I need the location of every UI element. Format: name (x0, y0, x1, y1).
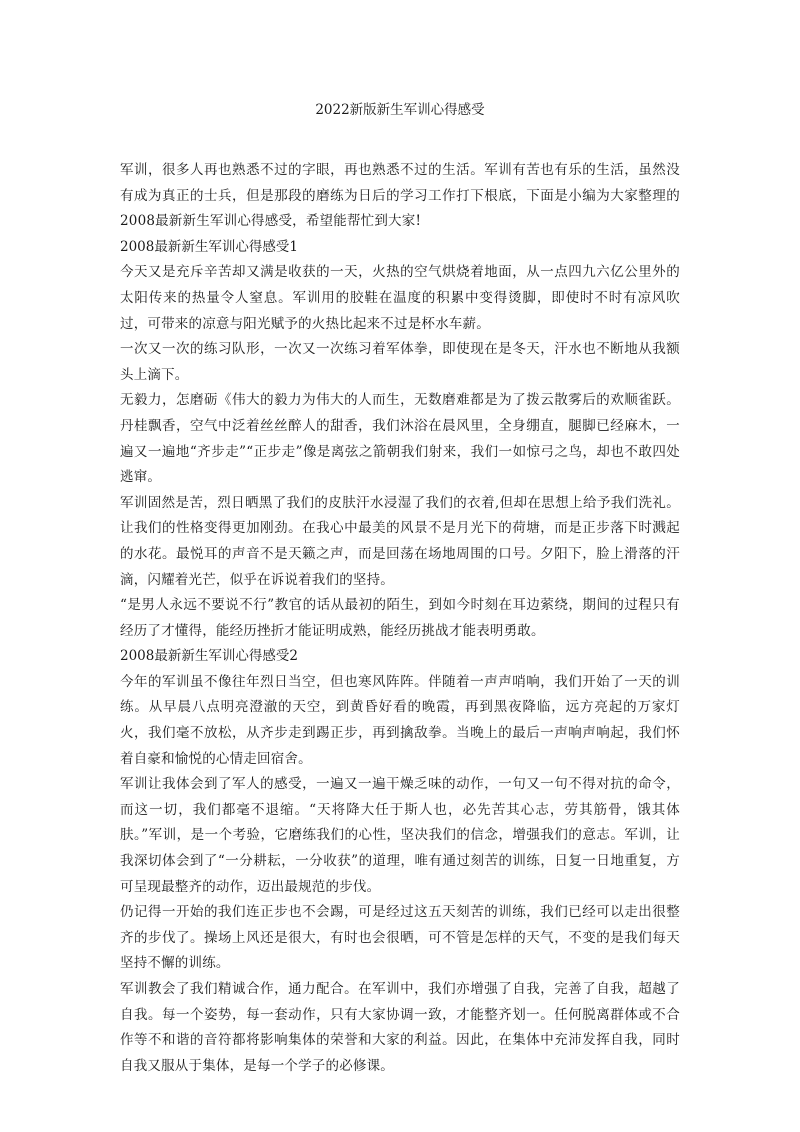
body-paragraph: 军训教会了我们精诚合作，通力配合。在军训中，我们亦增强了自我，完善了自我，超越了自我。每一个姿势，每一套动作，只有大家协调一致，才能整齐划一。任何脱离群体或不合作等不和谐的音符都将影响集体的荣誉和大家的利益。因此，在集体中充沛发挥自我，同时自我又服从于集体，是每一个学子的必修课。 (120, 981, 680, 1074)
body-paragraph: 军训固然是苦，烈日晒黑了我们的皮肤汗水浸湿了我们的衣着,但却在思想上给予我们洗礼。让我们的性格变得更加刚劲。在我心中最美的风景不是月光下的荷塘，而是正步落下时溅起的水花。最悦耳的声音不是天籁之声，而是回荡在场地周围的口号。夕阳下，脸上滑落的汗滴，闪耀着光芒，似乎在诉说着我们的坚持。 (120, 494, 680, 588)
intro-paragraph: 军训，很多人再也熟悉不过的字眼，再也熟悉不过的生活。军训有苦也有乐的生活，虽然没有成为真正的士兵，但是那段的磨练为日后的学习工作打下根底，下面是小编为大家整理的2008最新新生军训心得感受，希望能帮忙到大家! (120, 162, 680, 230)
document-title: 2022新版新生军训心得感受 (315, 102, 485, 118)
body-paragraph: 无毅力，怎磨砺《伟大的毅力为伟大的人而生，无数磨难都是为了拨云散雾后的欢顺雀跃。丹桂飘香，空气中泛着丝丝醉人的甜香，我们沐浴在晨风里，全身绷直，腿脚已经麻木，一遍又一遍地“齐步走”“正步走”像是离弦之箭朝我们射来，我们一如惊弓之鸟，却也不敢四处逃窜。 (120, 392, 680, 486)
body-paragraph: 军训让我体会到了军人的感受，一遍又一遍干燥乏味的动作，一句又一句不得对抗的命令，而这一切，我们都毫不退缩。“天将降大任于斯人也，必先苦其心志，劳其筋骨，饿其体肤。”军训，是一个考验，它磨练我们的心性，坚决我们的信念，增强我们的意志。军训，让我深切体会到了“一分耕耘，一分收获”的道理，唯有通过刻苦的训练，日复一日地重复，方可呈现最整齐的动作，迈出最规范的步伐。 (120, 776, 680, 895)
body-paragraph: 一次又一次的练习队形，一次又一次练习着军体拳，即使现在是冬天，汗水也不断地从我额头上滴下。 (120, 341, 680, 383)
document-body (120, 158, 680, 1079)
section-heading-1: 2008最新新生军训心得感受1 (120, 238, 298, 255)
body-paragraph: “是男人永远不要说不行”教官的话从最初的陌生，到如今时刻在耳边萦绕，期间的过程只有经历了才懂得，能经历挫折才能证明成熟，能经历挑战才能表明勇敢。 (120, 597, 680, 639)
body-paragraph: 仍记得一开始的我们连正步也不会踢，可是经过这五天刻苦的训练，我们已经可以走出很整齐的步伐了。操场上风还是很大，有时也会很晒，可不管是怎样的天气，不变的是我们每天坚持不懈的训练。 (120, 904, 680, 972)
body-paragraph: 今年的军训虽不像往年烈日当空，但也寒风阵阵。伴随着一声声哨响，我们开始了一天的训练。从早晨八点明亮澄澈的天空，到黄昏好看的晚霞，再到黑夜降临，远方亮起的万家灯火，我们毫不放松，从齐步走到踢正步，再到擒敌拳。当晚上的最后一声响声响起，我们怀着自豪和愉悦的心情走回宿舍。 (120, 673, 680, 767)
section-heading-2: 2008最新新生军训心得感受2 (120, 648, 298, 665)
body-paragraph: 今天又是充斥辛苦却又满是收获的一天，火热的空气烘烧着地面，从一点四九六亿公里外的太阳传来的热量令人窒息。军训用的胶鞋在温度的积累中变得烫脚，即使时不时有凉风吹过，可带来的凉意与阳光赋予的火热比起来不过是杯水车薪。 (120, 264, 680, 332)
